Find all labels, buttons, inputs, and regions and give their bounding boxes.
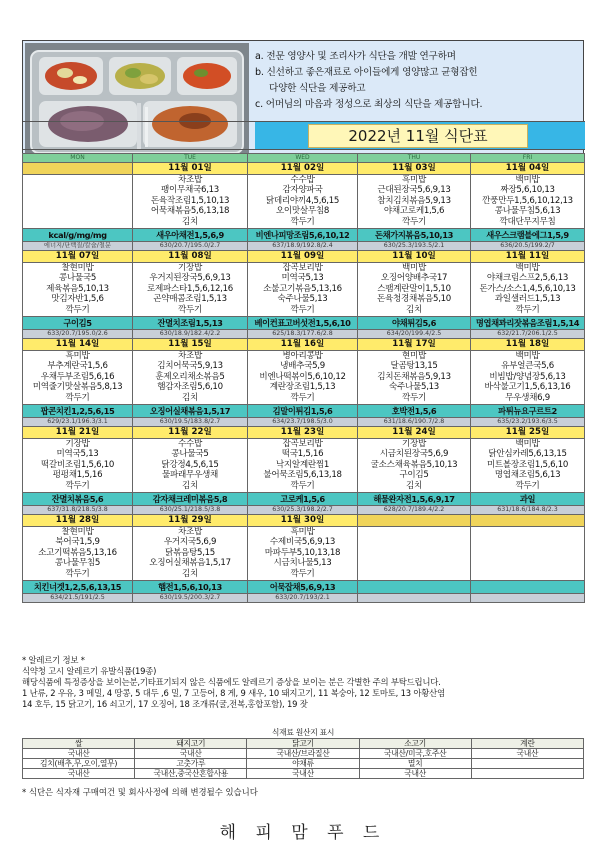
date-cell: 11월 08일 xyxy=(133,251,248,263)
main-dish-cell: 새우아채전1,5,6,9 xyxy=(133,229,248,242)
allergy-line: 해당식품에 특정증상을 보이는분,기타표기되지 않은 식품에도 알레르기 증상을 보이는 분은 각별한 주의 부탁드립니다. xyxy=(22,677,441,687)
nutrition-cell: 634/21.5/191/2.5 xyxy=(23,594,133,603)
menu-item: 김치 xyxy=(181,568,198,579)
menu-item: 김치 xyxy=(181,392,198,403)
date-row xyxy=(23,515,585,527)
date-row xyxy=(23,163,585,175)
note-line: a. 전문 영양사 및 조리사가 식단을 개발 연구하며 xyxy=(255,51,456,62)
main-dish-cell: 치킨너겟1,2,5,6,13,15 xyxy=(23,581,133,594)
date-row xyxy=(23,339,585,351)
menu-cell xyxy=(23,439,133,493)
menu-item: 흑미밥 xyxy=(65,351,90,361)
menu-cell xyxy=(358,439,471,493)
note-line: c. 어머님의 마음과 정성으로 최상의 식단을 제공합니다. xyxy=(255,99,483,110)
nutrition-cell: 634/20/199.4/2.5 xyxy=(358,330,471,339)
allergy-info xyxy=(22,655,584,710)
menu-item: 깍두기 xyxy=(290,216,315,227)
main-dish-cell: 해물완자전1,5,6,9,17 xyxy=(358,493,471,506)
menu-item: 맛김자반1,5,6 xyxy=(51,294,104,305)
menu-item: 찰현미밥 xyxy=(61,263,94,273)
date-cell: 11월 09일 xyxy=(248,251,358,263)
menu-item: 스팸계란말이1,5,10 xyxy=(377,283,451,294)
menu-item: 수제비국5,6,9,13 xyxy=(269,537,336,548)
menu-row xyxy=(23,439,585,493)
menu-item: 기장밥 xyxy=(177,263,202,273)
menu-cell xyxy=(133,527,248,581)
menu-item: 기장밥 xyxy=(401,439,426,449)
menu-item: 계란장조림1,5,13 xyxy=(269,382,336,393)
nutrition-cell: 636/20.5/199.2/7 xyxy=(471,242,585,251)
menu-item: 오이맛살무침8 xyxy=(275,206,330,217)
menu-item: 물파래무우생채 xyxy=(161,470,218,481)
date-cell: 11월 11일 xyxy=(471,251,585,263)
menu-item: 닭안심카레5,6,13,15 xyxy=(488,449,567,460)
menu-cell xyxy=(133,439,248,493)
menu-item: 떡갈비조림1,5,6,10 xyxy=(40,459,115,470)
menu-item: 야채크림스프2,5,6,13 xyxy=(486,273,569,284)
main-dish-cell: 명엽채꽈리잣볶음조림1,5,14 xyxy=(471,317,585,330)
main-dish-cell: 돈채가지볶음5,10,13 xyxy=(358,229,471,242)
menu-item: 북어국1,5,9 xyxy=(55,537,100,548)
main-dish-cell: 잔멸치조림1,5,13 xyxy=(133,317,248,330)
nutrition-cell: 630/18.9/182.4/2.2 xyxy=(133,330,248,339)
menu-item: 김치 xyxy=(405,304,422,315)
main-dish-cell: 파튀뉴요구르트2 xyxy=(471,405,585,418)
main-dish-row xyxy=(23,229,585,242)
main-dish-cell: 비엔나피망조림5,6,10,12 xyxy=(248,229,358,242)
nutrition-cell: 625/18.3/177.6/2.8 xyxy=(248,330,358,339)
weekday-header-row xyxy=(23,154,585,163)
menu-item: 백미밥 xyxy=(515,175,540,185)
menu-cell xyxy=(133,351,248,405)
menu-item: 콩나물국5 xyxy=(171,449,209,460)
menu-item: 김치 xyxy=(181,480,198,491)
menu-cell xyxy=(133,175,248,229)
menu-item: 구이김5 xyxy=(399,470,429,481)
menu-item: 잡곡보리밥 xyxy=(282,263,323,273)
date-cell: 11월 18일 xyxy=(471,339,585,351)
main-dish-cell: 김말이튀김1,5,6 xyxy=(248,405,358,418)
menu-item: 마파두부5,10,13,18 xyxy=(264,547,341,558)
menu-item: 깍대단무지무침 xyxy=(499,216,556,227)
page-title: 2022년 11월 식단표 xyxy=(308,124,528,148)
date-cell: 11월 21일 xyxy=(23,427,133,439)
nutrition-cell: 630/25.3/198.2/2.7 xyxy=(248,506,358,515)
menu-item: 흑미밥 xyxy=(401,175,426,185)
main-dish-cell: 어묵잡채5,6,9,13 xyxy=(248,581,358,594)
menu-item: 김치어묵국5,9,13 xyxy=(157,361,223,372)
main-dish-cell: 호박전1,5,6 xyxy=(358,405,471,418)
menu-item: 백미밥 xyxy=(515,439,540,449)
menu-item: 불어묵조림5,6,13,18 xyxy=(263,470,342,481)
menu-item: 비빔밥/양념장5,6,13 xyxy=(489,371,566,382)
menu-cell xyxy=(23,351,133,405)
weekday-header: WED xyxy=(248,154,358,163)
menu-item: 시금치나물5,13 xyxy=(273,558,332,569)
main-dish-cell: kcal/g/mg/mg xyxy=(23,229,133,242)
allergy-line: 식약청 고시 알레르기 유발식품(19종) xyxy=(22,666,157,676)
nutrition-cell: 633/20.7/195.0/2.6 xyxy=(23,330,133,339)
menu-item: 숙주나물5,13 xyxy=(277,294,328,305)
origin-cell: 고춧가루 xyxy=(135,758,247,768)
nutrition-cell: 에너지/단백질/칼슘/철분 xyxy=(23,242,133,251)
nutrition-row xyxy=(23,418,585,427)
menu-cell xyxy=(248,175,358,229)
main-dish-cell: 잔멸치볶음5,6 xyxy=(23,493,133,506)
menu-item: 숙주나물5,13 xyxy=(389,382,439,393)
menu-cell xyxy=(133,263,248,317)
date-row xyxy=(23,427,585,439)
menu-row xyxy=(23,263,585,317)
menu-sheet xyxy=(22,40,584,843)
date-cell: 11월 03일 xyxy=(358,163,471,175)
nutrition-cell: 635/23.2/193.6/3.5 xyxy=(471,418,585,427)
nutrition-row xyxy=(23,506,585,515)
menu-item: 낙지알계란찜1 xyxy=(275,459,330,470)
menu-item: 깍두기 xyxy=(401,392,426,403)
main-dish-cell: 햄전1,5,6,10,13 xyxy=(133,581,248,594)
date-cell: 11월 16일 xyxy=(248,339,358,351)
main-dish-cell: 오징어실채볶음1,5,17 xyxy=(133,405,248,418)
menu-item: 닭강정4,5,6,15 xyxy=(161,459,219,470)
change-notice: * 식단은 식자재 구매여건 및 회사사정에 의해 변경될수 있습니다 xyxy=(22,787,258,797)
origin-header: 계란 xyxy=(471,738,583,748)
menu-item: 닭데리야끼4,5,6,15 xyxy=(265,195,340,206)
origin-header: 닭고기 xyxy=(247,738,359,748)
main-dish-cell: 팝콘치킨1,2,5,6,15 xyxy=(23,405,133,418)
weekday-header: FRI xyxy=(471,154,585,163)
main-dish-row xyxy=(23,405,585,418)
main-dish-cell: 새우스크램블에그1,5,9 xyxy=(471,229,585,242)
menu-item: 깍두기 xyxy=(290,568,315,579)
weekday-header: TUE xyxy=(133,154,248,163)
date-cell: 11월 07일 xyxy=(23,251,133,263)
main-dish-cell xyxy=(358,581,471,594)
menu-item: 깍두기 xyxy=(177,304,202,315)
menu-item: 시금치된장국5,6,9 xyxy=(379,449,449,460)
menu-item: 미역국5,13 xyxy=(56,449,99,460)
menu-cell xyxy=(358,351,471,405)
origin-cell: 국내산 xyxy=(23,768,135,778)
nutrition-cell: 637/31.8/218.5/3.8 xyxy=(23,506,133,515)
menu-item: 돈육청경채볶음5,10 xyxy=(377,294,451,305)
main-dish-cell: 감자채크레미볶음5,8 xyxy=(133,493,248,506)
main-dish-cell: 구이김5 xyxy=(23,317,133,330)
menu-cell xyxy=(471,527,585,581)
menu-item: 오징어실채볶음1,5,17 xyxy=(149,558,231,569)
nutrition-cell: 629/23.1/196.3/3.1 xyxy=(23,418,133,427)
origin-cell: 국내산 xyxy=(359,768,471,778)
menu-cell xyxy=(23,263,133,317)
nutrition-cell: 631/18.6/190.7/2.8 xyxy=(358,418,471,427)
nutrition-cell xyxy=(358,594,471,603)
header-panel xyxy=(22,40,584,160)
menu-cell xyxy=(358,175,471,229)
nutrition-cell: 632/21.7/206.1/2.5 xyxy=(471,330,585,339)
date-cell xyxy=(23,163,133,175)
menu-item: 깍두기 xyxy=(290,392,315,403)
nutrition-row xyxy=(23,330,585,339)
menu-item: 깍두기 xyxy=(65,304,90,315)
nutrition-row xyxy=(23,242,585,251)
origin-cell: 멸치 xyxy=(359,758,471,768)
menu-item: 차조밥 xyxy=(177,527,202,537)
menu-cell xyxy=(23,175,133,229)
date-cell: 11월 25일 xyxy=(471,427,585,439)
menu-cell xyxy=(471,175,585,229)
menu-item: 훈제오리채소볶음5 xyxy=(155,371,225,382)
weekday-header: MON xyxy=(23,154,133,163)
nutrition-cell: 630/19.5/183.8/2.7 xyxy=(133,418,248,427)
menu-item: 야채고로케1,5,6 xyxy=(383,206,445,217)
menu-item: 소불고기볶음5,13,16 xyxy=(263,283,342,294)
origin-cell: 김치(배추,무,오이,열무) xyxy=(23,758,135,768)
menu-item: 오징어양배추국17 xyxy=(380,273,448,284)
menu-cell xyxy=(248,439,358,493)
menu-item: 바삭불고기1,5,6,13,16 xyxy=(484,382,571,393)
nutrition-cell: 630/25.1/218.5/3.8 xyxy=(133,506,248,515)
menu-item: 수수밥 xyxy=(290,175,315,185)
date-cell xyxy=(471,515,585,527)
menu-item: 부추계란국1,5,6 xyxy=(47,361,108,372)
menu-item: 잡곡보리밥 xyxy=(282,439,323,449)
main-dish-cell: 야채튀김5,6 xyxy=(358,317,471,330)
menu-item: 팽이무채국6,13 xyxy=(161,185,219,196)
date-cell: 11월 01일 xyxy=(133,163,248,175)
menu-cell xyxy=(471,263,585,317)
menu-item: 깍두기 xyxy=(290,304,315,315)
origin-cell: 국내산 xyxy=(471,748,583,758)
main-dish-cell: 과일 xyxy=(471,493,585,506)
nutrition-cell: 630/25.3/193.5/2.1 xyxy=(358,242,471,251)
allergy-line: 1 난류, 2 우유, 3 메밀, 4 땅콩, 5 대두 ,6 밀, 7 고등어, 8 게, 9 새우, 10 돼지고기, 11 복숭아, 12 토마토, 13 아황산염 xyxy=(22,688,445,698)
intro-notes xyxy=(255,49,581,113)
menu-item: 깍두기 xyxy=(401,216,426,227)
menu-item: 깐풍만두1,5,6,10,12,13 xyxy=(482,195,573,206)
menu-item: 병아리콩밥 xyxy=(282,351,323,361)
menu-item: 참치김치볶음5,9,13 xyxy=(377,195,451,206)
menu-item: 깍두기 xyxy=(515,480,540,491)
nutrition-cell: 630/20.7/195.0/2.7 xyxy=(133,242,248,251)
nutrition-cell: 628/20.7/189.4/2.2 xyxy=(358,506,471,515)
origin-cell: 국내산,중국산혼합사용 xyxy=(135,768,247,778)
menu-item: 수수밥 xyxy=(177,439,202,449)
date-cell: 11월 17일 xyxy=(358,339,471,351)
menu-cell xyxy=(358,527,471,581)
main-dish-cell xyxy=(471,581,585,594)
main-dish-row xyxy=(23,581,585,594)
menu-item: 우채두부조림5,6,16 xyxy=(40,371,115,382)
date-cell: 11월 04일 xyxy=(471,163,585,175)
menu-item: 펑펑채1,5,16 xyxy=(52,470,103,481)
menu-item: 찰현미밥 xyxy=(61,527,94,537)
allergy-line: 14 호두, 15 닭고기, 16 쇠고기, 17 오징어, 18 조개류(굴,전복,홍합포함), 19 잣 xyxy=(22,699,308,709)
origin-header: 돼지고기 xyxy=(135,738,247,748)
menu-item: 콩나물무침5,6,13 xyxy=(494,206,561,217)
menu-item: 무우생채6,9 xyxy=(505,392,550,403)
menu-item: 돈육작조림1,5,10,13 xyxy=(150,195,230,206)
note-line: 다양한 식단을 제공하고 xyxy=(269,83,366,94)
origin-cell: 국내산/브라질산 xyxy=(247,748,359,758)
menu-cell xyxy=(248,263,358,317)
menu-item: 현미밥 xyxy=(401,351,426,361)
menu-item: 곤약매콤조림1,5,13 xyxy=(153,294,227,305)
menu-item: 김치돈채볶음5,9,13 xyxy=(377,371,451,382)
menu-item: 제육볶음5,10,13 xyxy=(46,283,109,294)
menu-item: 백미밥 xyxy=(515,263,540,273)
menu-item: 깍두기 xyxy=(515,304,540,315)
date-cell: 11월 29일 xyxy=(133,515,248,527)
menu-item: 어묵채볶음5,6,13,18 xyxy=(150,206,230,217)
origin-cell: 국내산 xyxy=(23,748,135,758)
menu-item: 콩나물국5 xyxy=(58,273,97,284)
origin-caption: 식재료 원산지 표시 xyxy=(23,728,584,738)
origin-cell: 국내산 xyxy=(247,768,359,778)
main-dish-cell: 베이컨표고버섯전1,5,6,10 xyxy=(248,317,358,330)
nutrition-cell: 630/19.5/200.3/2.7 xyxy=(133,594,248,603)
menu-item: 미역국5,13 xyxy=(281,273,324,284)
menu-cell xyxy=(248,527,358,581)
menu-item: 차조밥 xyxy=(177,351,202,361)
menu-item: 명엽채조림5,6,13 xyxy=(494,470,561,481)
date-cell: 11월 22일 xyxy=(133,427,248,439)
menu-item: 떡국1,5,16 xyxy=(281,449,324,460)
main-dish-row xyxy=(23,493,585,506)
menu-item: 우거지된장국5,6,9,13 xyxy=(149,273,231,284)
date-cell xyxy=(358,515,471,527)
main-dish-cell: 고로케1,5,6 xyxy=(248,493,358,506)
menu-item: 미역줄기맛살볶음5,8,13 xyxy=(32,382,123,393)
nutrition-row xyxy=(23,594,585,603)
origin-cell: 국내산/미국,호주산 xyxy=(359,748,471,758)
menu-item: 소고기떡볶음5,13,16 xyxy=(38,547,117,558)
menu-row xyxy=(23,527,585,581)
menu-item: 근대된장국5,6,9,13 xyxy=(377,185,451,196)
menu-item: 콩나물무침5 xyxy=(54,558,101,569)
menu-item: 유부얼큰국5,6 xyxy=(501,361,554,372)
nutrition-cell xyxy=(471,594,585,603)
menu-cell xyxy=(471,351,585,405)
origin-cell: 국내산 xyxy=(135,748,247,758)
menu-item: 달곰탕13,15 xyxy=(390,361,438,372)
nutrition-cell: 634/23.7/198.5/3.0 xyxy=(248,418,358,427)
menu-row xyxy=(23,175,585,229)
menu-item: 깍두기 xyxy=(290,480,315,491)
date-cell: 11월 30일 xyxy=(248,515,358,527)
origin-cell: 야채류 xyxy=(247,758,359,768)
origin-cell xyxy=(471,768,583,778)
date-cell: 11월 28일 xyxy=(23,515,133,527)
date-row xyxy=(23,251,585,263)
menu-item: 김치 xyxy=(181,216,198,227)
menu-item: 짜장5,6,10,13 xyxy=(500,185,555,196)
allergy-heading: * 알레르기 정보 * xyxy=(22,655,85,665)
note-line: b. 신선하고 좋은재료로 아이들에게 영양많고 균형잡힌 xyxy=(255,67,478,78)
menu-item: 돈가스/소스1,4,5,6,10,13 xyxy=(479,283,576,294)
origin-header: 쌀 xyxy=(23,738,135,748)
menu-item: 로제파스타1,5,6,12,16 xyxy=(147,283,233,294)
menu-item: 백미밥 xyxy=(515,351,540,361)
menu-item: 감자양파국 xyxy=(282,185,323,196)
menu-cell xyxy=(471,439,585,493)
menu-item: 햄감자조림5,6,10 xyxy=(157,382,223,393)
menu-item: 과일샐러드1,5,13 xyxy=(494,294,561,305)
menu-item: 닭볶음탕5,15 xyxy=(165,547,215,558)
menu-item: 김치 xyxy=(405,480,422,491)
nutrition-cell: 633/20.7/193/2.1 xyxy=(248,594,358,603)
menu-item: 깍두기 xyxy=(65,392,90,403)
date-cell: 11월 14일 xyxy=(23,339,133,351)
main-dish-row xyxy=(23,317,585,330)
origin-header: 소고기 xyxy=(359,738,471,748)
origin-table xyxy=(22,728,584,779)
date-cell: 11월 23일 xyxy=(248,427,358,439)
menu-item: 백미밥 xyxy=(401,263,426,273)
date-cell: 11월 10일 xyxy=(358,251,471,263)
nutrition-cell: 637/18.9/192.8/2.4 xyxy=(248,242,358,251)
menu-item: 깍두기 xyxy=(65,568,90,579)
menu-item: 냉배추국5,9 xyxy=(280,361,325,372)
date-cell: 11월 15일 xyxy=(133,339,248,351)
menu-item: 흑미밥 xyxy=(290,527,315,537)
weekday-header: THU xyxy=(358,154,471,163)
menu-item: 깍두기 xyxy=(65,480,90,491)
menu-item: 미트볼장조림1,5,6,10 xyxy=(486,459,569,470)
origin-cell xyxy=(471,758,583,768)
menu-item: 차조밥 xyxy=(177,175,202,185)
date-cell: 11월 24일 xyxy=(358,427,471,439)
menu-row xyxy=(23,351,585,405)
date-cell: 11월 02일 xyxy=(248,163,358,175)
brand-name: 해 피 맘 푸 드 xyxy=(219,823,387,843)
menu-cell xyxy=(23,527,133,581)
menu-item: 비엔나떡볶이5,6,10,12 xyxy=(259,371,346,382)
menu-item: 우거지국5,6,9 xyxy=(163,537,217,548)
menu-cell xyxy=(358,263,471,317)
nutrition-cell: 631/18.6/184.8/2.3 xyxy=(471,506,585,515)
menu-table xyxy=(22,153,585,603)
menu-item: 기장밥 xyxy=(65,439,90,449)
menu-cell xyxy=(248,351,358,405)
menu-item: 굴소스채육볶음5,10,13 xyxy=(370,459,458,470)
title-bar xyxy=(23,121,585,150)
